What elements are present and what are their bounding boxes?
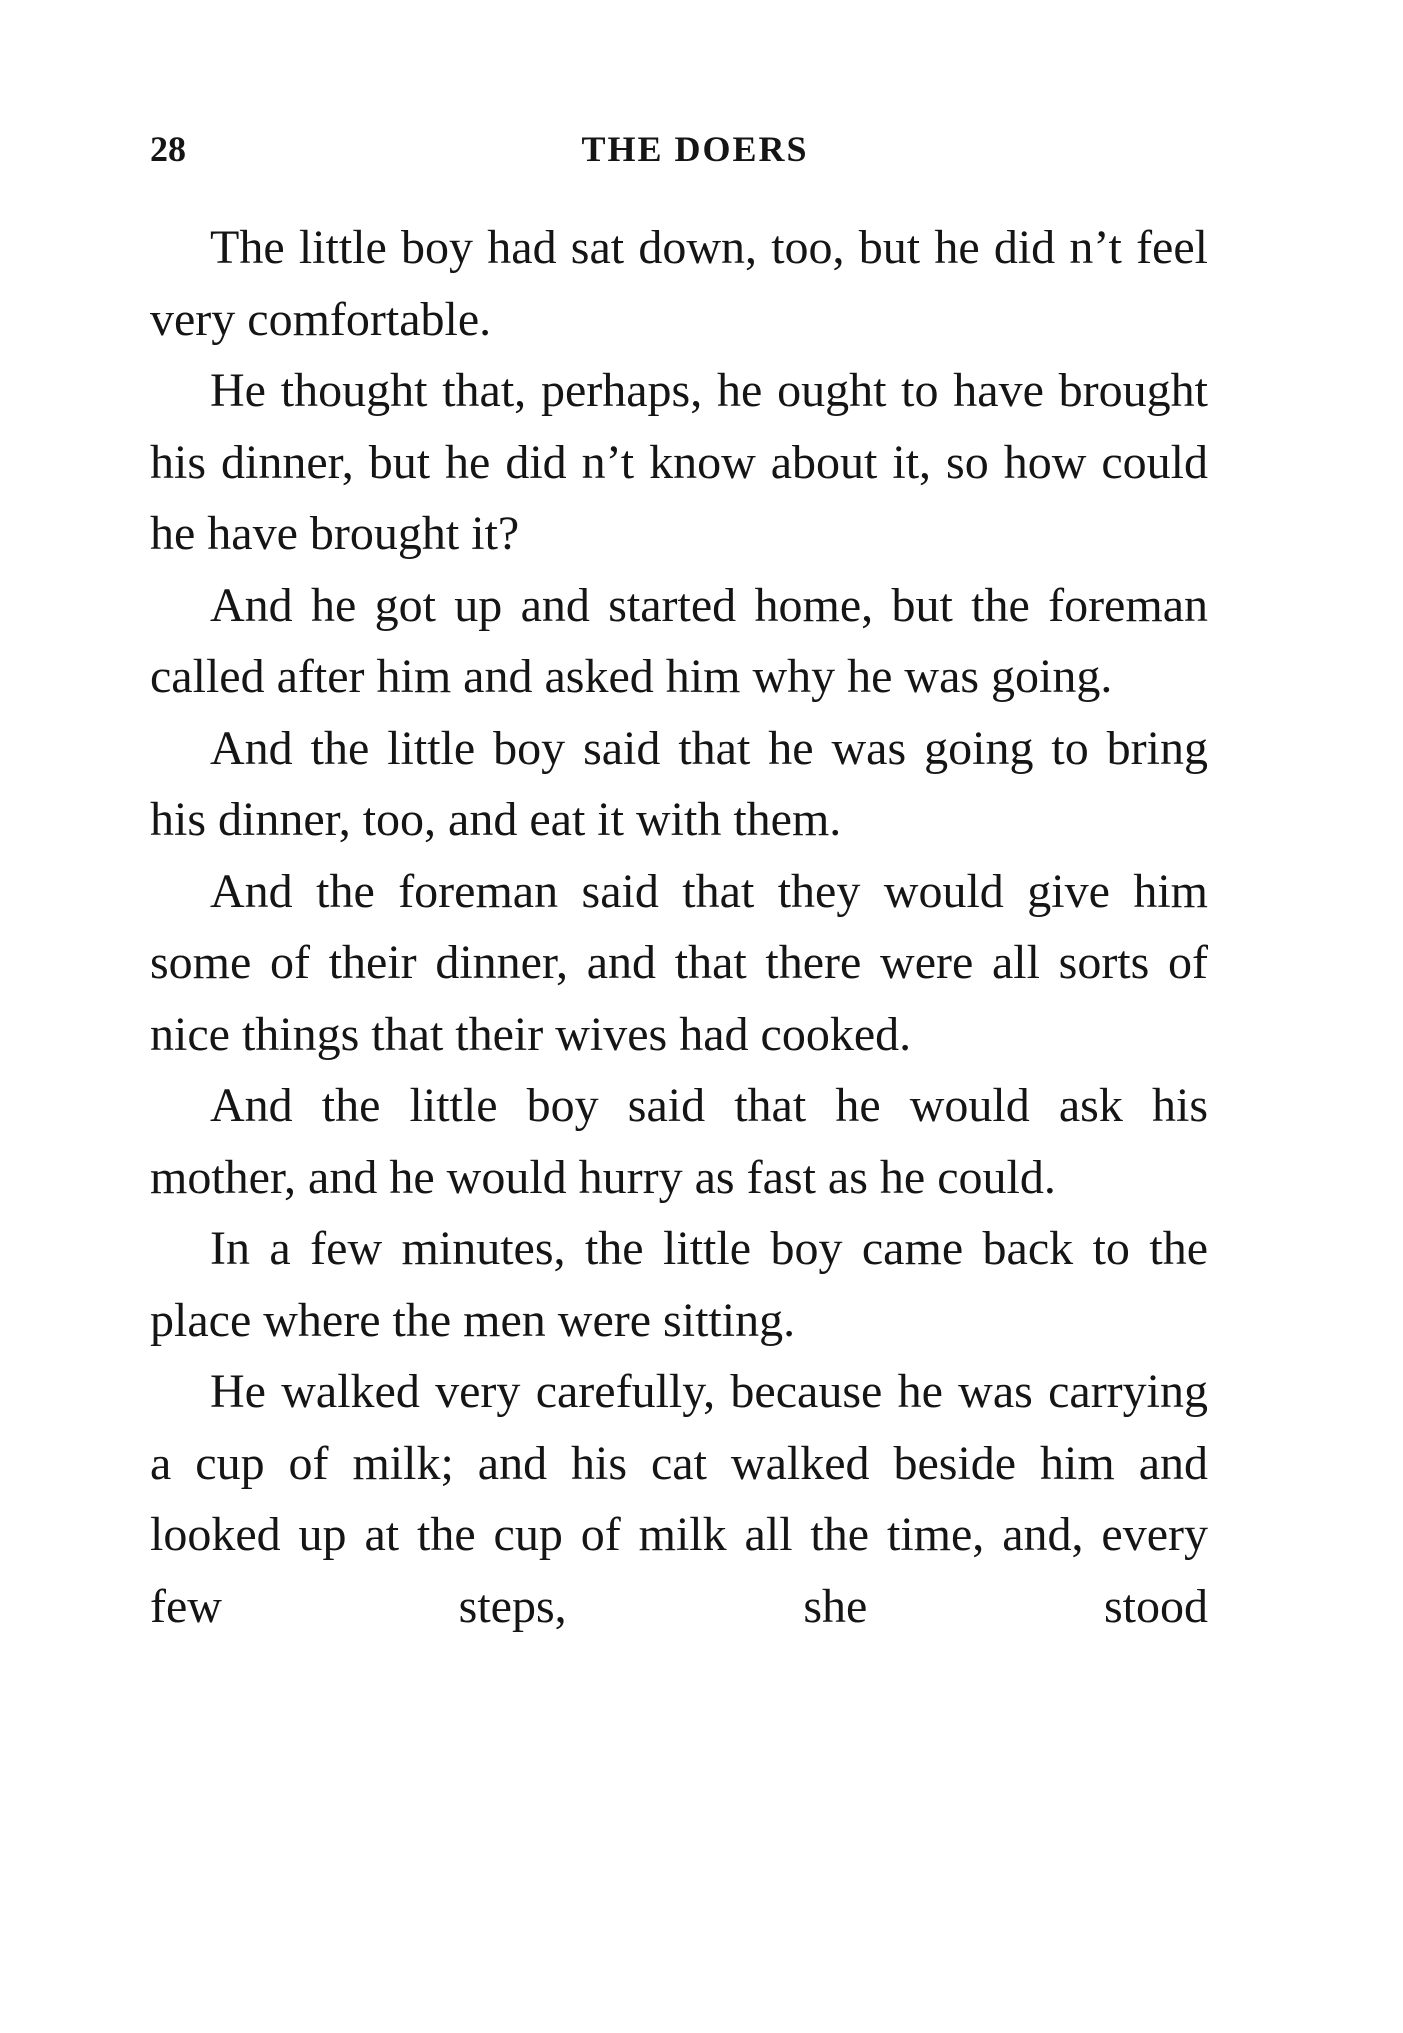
paragraph: The little boy had sat down, too, but he did n’t feel very comfortable. <box>150 221 1208 346</box>
paragraph: And the foreman said that they would give him some of their dinner, and that there were all sorts of nice things that their wives had cooked. <box>150 864 1208 1061</box>
running-head <box>150 128 1210 172</box>
paragraph: And the little boy said that he would ask his mother, and he would hurry as fast as he could. <box>150 1079 1208 1204</box>
paragraph: He walked very carefully, because he was carrying a cup of milk; and his cat walked beside him and looked up at the cup of milk all the time, and, every few steps, she stood <box>150 1365 1208 1633</box>
paragraph: In a few minutes, the little boy came back to the place where the men were sitting. <box>150 1222 1208 1347</box>
paragraph: And he got up and started home, but the foreman called after him and asked him why he was going. <box>150 578 1208 703</box>
body-text <box>150 212 1208 1642</box>
paragraph: He thought that, perhaps, he ought to have brought his dinner, but he did n’t know about it, so how could he have brought it? <box>150 364 1208 560</box>
page-number: 28 <box>150 129 186 169</box>
book-title: THE DOERS <box>581 129 809 169</box>
paragraph: And the little boy said that he was going to bring his dinner, too, and eat it with them. <box>150 721 1208 846</box>
